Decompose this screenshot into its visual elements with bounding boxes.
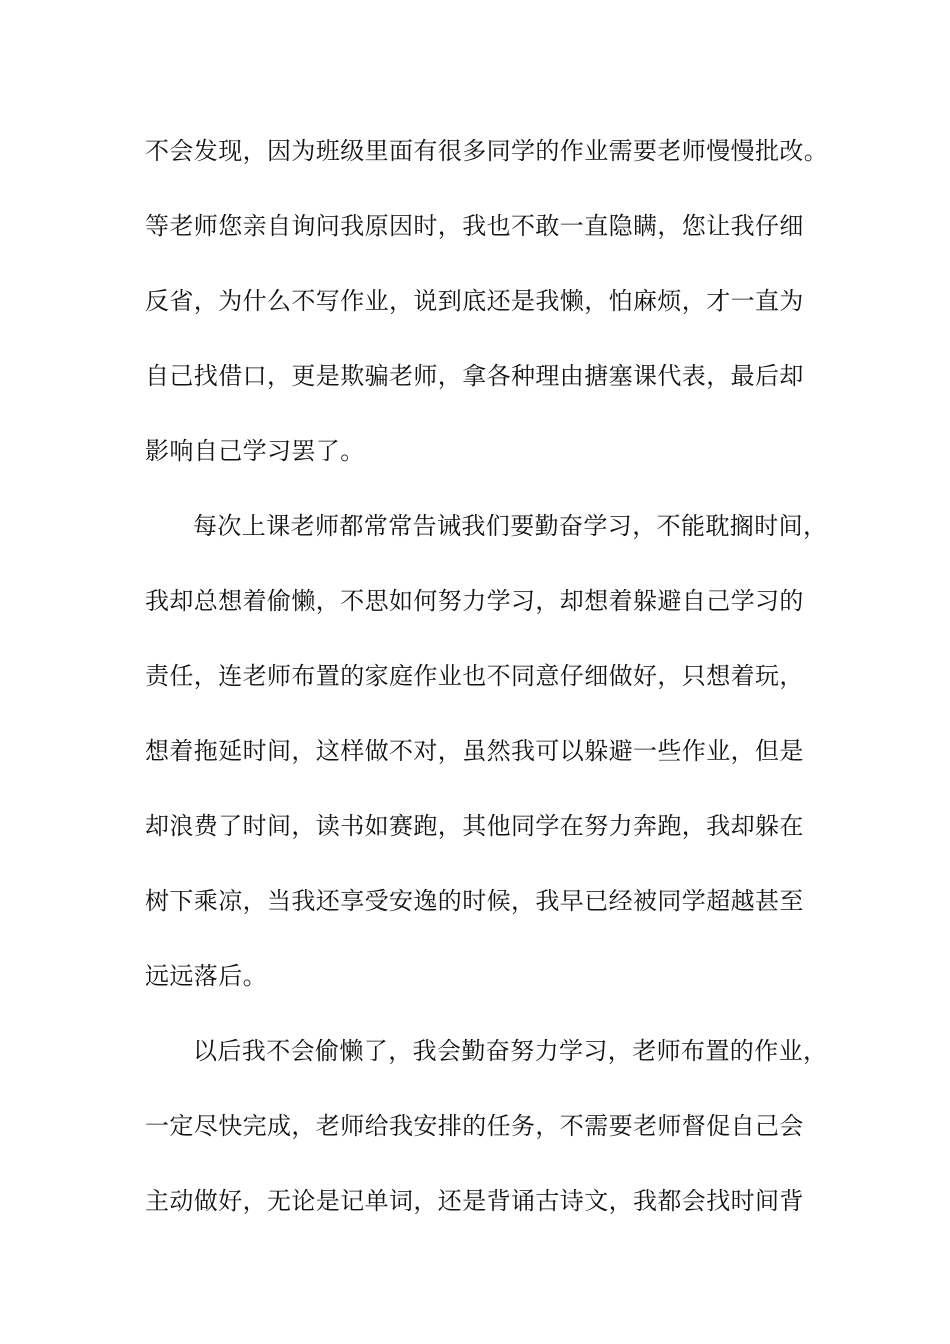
text-line: 影响自己学习罢了。 (145, 437, 365, 465)
text-line: 反省，为什么不写作业，说到底还是我懒，怕麻烦，才一直为 (145, 287, 804, 315)
text-line: 每次上课老师都常常告诫我们要勤奋学习，不能耽搁时间， (193, 512, 828, 540)
text-line: 不会发现，因为班级里面有很多同学的作业需要老师慢慢批改。 (145, 137, 829, 165)
text-line: 却浪费了时间，读书如赛跑，其他同学在努力奔跑，我却躲在 (145, 812, 804, 840)
text-line: 我却总想着偷懒，不思如何努力学习，却想着躲避自己学习的 (145, 587, 804, 615)
text-line: 责任，连老师布置的家庭作业也不同意仔细做好，只想着玩， (145, 662, 804, 690)
text-line: 以后我不会偷懒了，我会勤奋努力学习，老师布置的作业， (193, 1037, 828, 1065)
text-line: 想着拖延时间，这样做不对，虽然我可以躲避一些作业，但是 (145, 737, 804, 765)
text-line: 树下乘凉，当我还享受安逸的时候，我早已经被同学超越甚至 (145, 887, 804, 915)
text-line: 自己找借口，更是欺骗老师，拿各种理由搪塞课代表，最后却 (145, 362, 804, 390)
text-line: 一定尽快完成，老师给我安排的任务，不需要老师督促自己会 (145, 1112, 804, 1140)
text-line: 远远落后。 (145, 962, 267, 990)
text-line: 主动做好，无论是记单词，还是背诵古诗文，我都会找时间背 (145, 1187, 804, 1215)
text-line: 等老师您亲自询问我原因时，我也不敢一直隐瞒，您让我仔细 (145, 212, 804, 240)
